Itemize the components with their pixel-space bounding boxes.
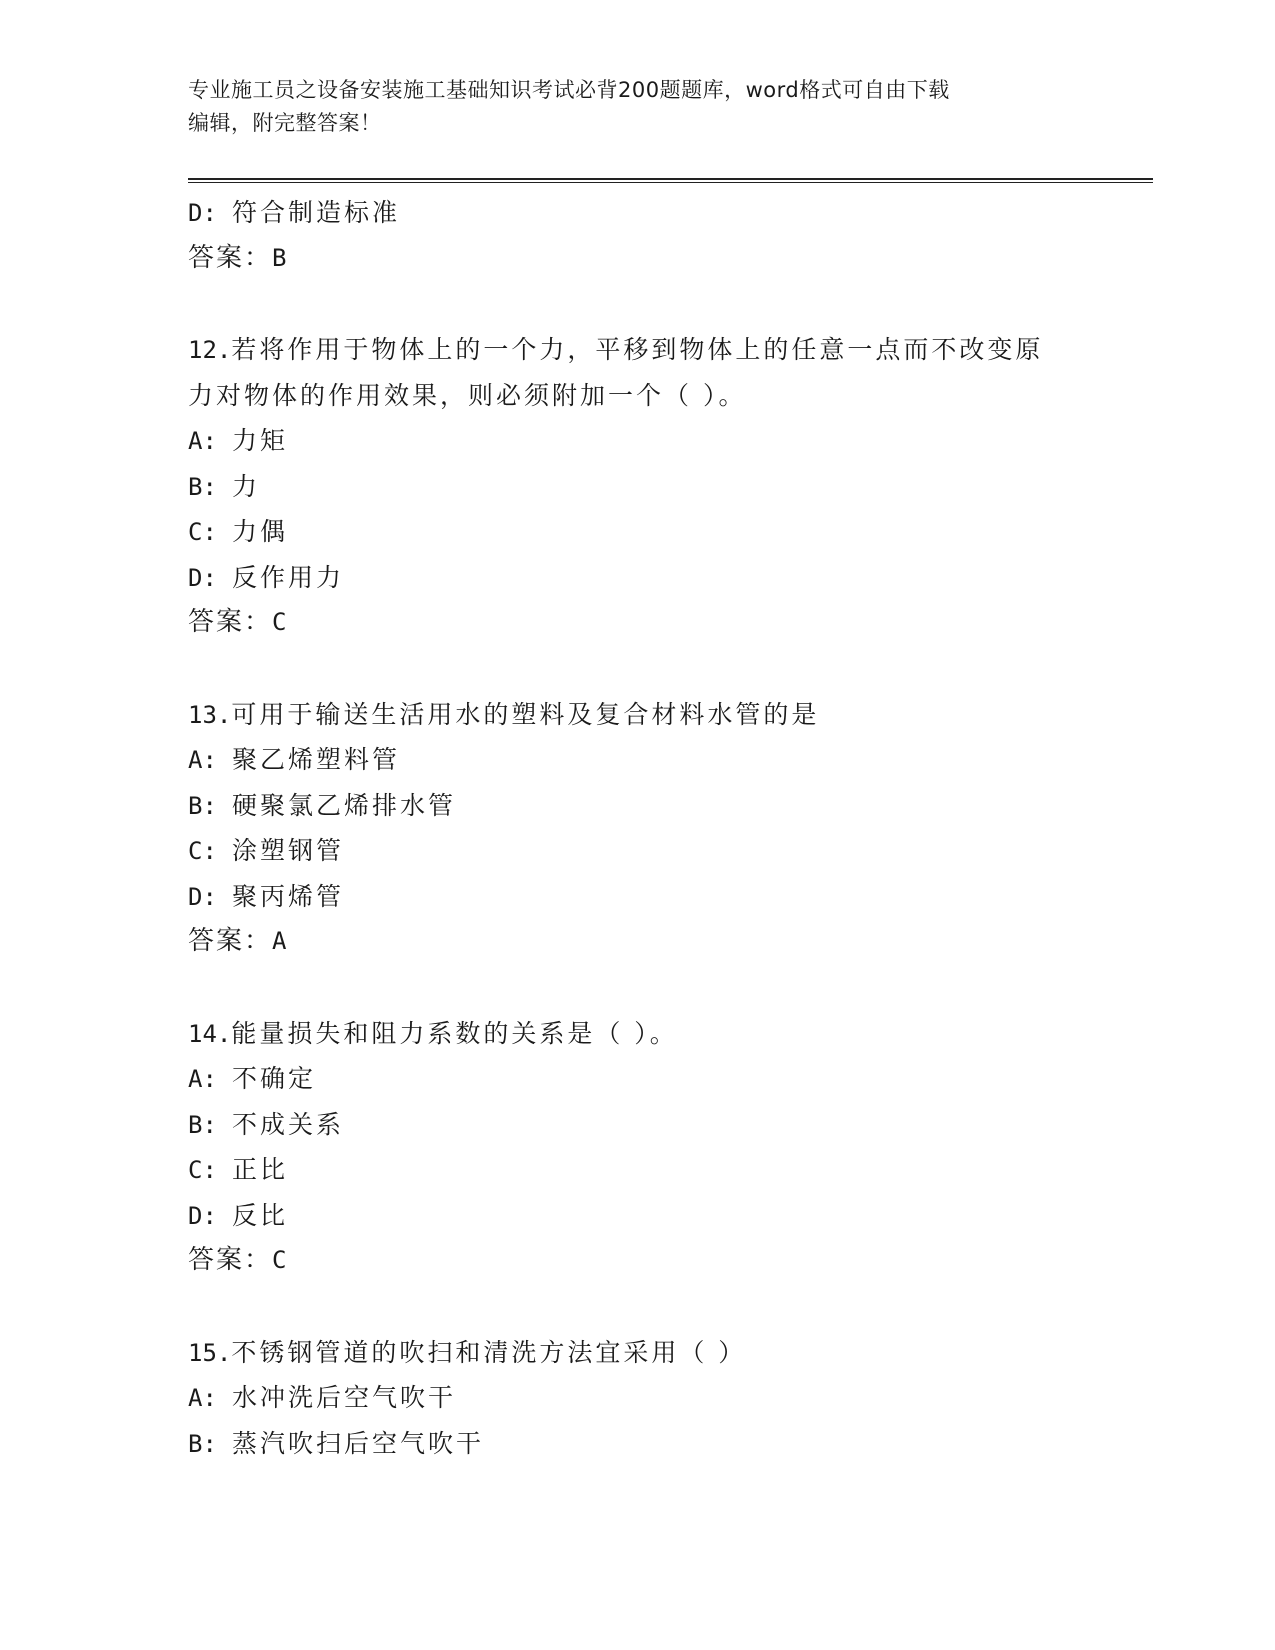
option-text: 蒸汽吹扫后空气吹干 xyxy=(232,1428,485,1458)
option-text: 聚乙烯塑料管 xyxy=(232,745,401,774)
option-text: 符合制造标准 xyxy=(232,198,401,227)
answer-value: C xyxy=(272,1246,289,1274)
question-text-line: 能量损失和阻力系数的关系是（ ）。 xyxy=(231,1018,678,1048)
answer-label: 答案： xyxy=(188,926,273,956)
question-text xyxy=(188,1011,1153,1057)
option-letter: D: xyxy=(188,563,217,592)
option-text: 不确定 xyxy=(232,1064,317,1093)
option-text: 反作用力 xyxy=(232,562,345,592)
question-number: 12. xyxy=(188,336,232,364)
option-letter: A: xyxy=(188,1384,217,1412)
answer-label: 答案： xyxy=(188,607,273,637)
question-text-line: 力对物体的作用效果，则必须附加一个（ ）。 xyxy=(188,380,747,410)
option-letter: B: xyxy=(188,791,217,820)
question-list xyxy=(188,190,1153,1466)
question-number: 13. xyxy=(188,700,232,729)
answer-value: C xyxy=(272,608,289,636)
option-row xyxy=(188,737,1153,783)
option-text: 力偶 xyxy=(232,517,289,546)
option-letter: A: xyxy=(188,1065,217,1093)
option-letter: C: xyxy=(188,518,217,546)
answer-row xyxy=(188,919,1153,965)
document-header xyxy=(188,74,1088,140)
option-row xyxy=(188,1421,1153,1467)
answer-label: 答案： xyxy=(188,1245,273,1275)
option-text: 硬聚氯乙烯排水管 xyxy=(232,790,457,820)
option-letter: B: xyxy=(188,1110,217,1139)
option-row xyxy=(188,190,1153,236)
question-text-line: 可用于输送生活用水的塑料及复合材料水管的是 xyxy=(231,699,820,729)
answer-value: B xyxy=(272,243,289,272)
option-text: 力 xyxy=(232,471,261,501)
option-text: 不成关系 xyxy=(232,1109,345,1139)
answer-value: A xyxy=(272,927,289,955)
question-text-line: 不锈钢管道的吹扫和清洗方法宜采用（ ） xyxy=(231,1337,747,1367)
option-row xyxy=(188,509,1153,555)
option-row xyxy=(188,1147,1153,1193)
option-letter: A: xyxy=(188,427,217,455)
option-letter: D: xyxy=(188,1201,217,1230)
option-row xyxy=(188,1375,1153,1421)
option-text: 力矩 xyxy=(232,426,289,455)
header-line-1: 专业施工员之设备安装施工基础知识考试必背200题题库，word格式可自由下载 xyxy=(188,78,950,102)
document-page xyxy=(188,0,1153,1650)
option-row xyxy=(188,464,1153,510)
question-text xyxy=(188,327,1153,373)
header-line-2: 编辑，附完整答案！ xyxy=(188,111,382,135)
answer-label: 答案： xyxy=(188,242,273,273)
option-letter: A: xyxy=(188,746,217,774)
option-row xyxy=(188,418,1153,464)
option-row xyxy=(188,1102,1153,1148)
option-letter: B: xyxy=(188,1429,217,1458)
question-number: 14. xyxy=(188,1019,232,1048)
option-row xyxy=(188,1056,1153,1102)
option-letter: D: xyxy=(188,199,217,227)
option-row xyxy=(188,1193,1153,1239)
question-number: 15. xyxy=(188,1338,232,1367)
option-text: 正比 xyxy=(232,1155,289,1184)
option-row xyxy=(188,555,1153,601)
header-divider xyxy=(188,178,1153,183)
option-letter: D: xyxy=(188,882,217,911)
option-letter: C: xyxy=(188,1156,217,1184)
question-text-line: 若将作用于物体上的一个力，平移到物体上的任意一点而不改变原 xyxy=(231,335,1044,364)
option-text: 涂塑钢管 xyxy=(232,836,345,865)
answer-row xyxy=(188,236,1153,282)
question-text-continued xyxy=(188,373,1153,419)
answer-row xyxy=(188,600,1153,646)
option-letter: B: xyxy=(188,472,217,501)
question-text xyxy=(188,1330,1153,1376)
option-row xyxy=(188,783,1153,829)
option-text: 聚丙烯管 xyxy=(232,881,345,911)
option-letter: C: xyxy=(188,837,217,865)
option-text: 反比 xyxy=(232,1200,289,1230)
option-row xyxy=(188,828,1153,874)
option-text: 水冲洗后空气吹干 xyxy=(232,1383,457,1412)
option-row xyxy=(188,874,1153,920)
answer-row xyxy=(188,1238,1153,1284)
question-text xyxy=(188,692,1153,738)
